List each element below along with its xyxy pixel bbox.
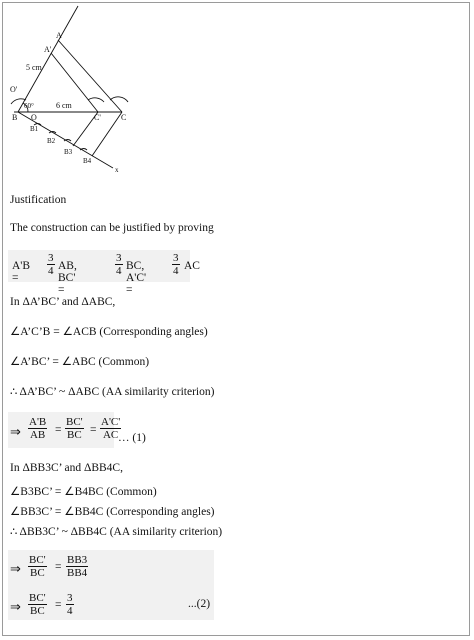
construction-figure (0, 0, 200, 174)
ratio-lhs: A'B = (12, 260, 31, 284)
ray-ba (18, 6, 78, 112)
similarity-line-1: ∴ ΔA’BC’ ~ ΔABC (AA similarity criterion) (10, 386, 215, 398)
equals-sign: = (55, 561, 62, 573)
label-Oprime: O' (10, 85, 18, 94)
label-B: B (12, 113, 18, 122)
ratio-part-3: AC (184, 260, 200, 272)
label-x: x (115, 166, 119, 174)
frac-ac: A'C' AC (101, 416, 121, 441)
frac-bcprime-bc-2: BC' BC (29, 592, 46, 617)
label-O: O (31, 113, 37, 122)
label-six-cm: 6 cm (56, 101, 72, 110)
ratio-frac-2: 3 4 (116, 252, 122, 277)
ratio-part-2: BC, A'C' = (126, 260, 147, 296)
label-B4: B4 (83, 157, 92, 165)
angle-common-line: ∠A’BC’ = ∠ABC (Common) (10, 356, 150, 368)
ratio-frac-1: 3 4 (48, 252, 54, 277)
implies-arrow: ⇒ (10, 599, 21, 614)
intro-text: The construction can be justified by proving (10, 222, 214, 234)
label-Aprime: A' (44, 45, 52, 54)
frac-ab: A'B AB (29, 416, 47, 441)
label-B3: B3 (64, 148, 73, 156)
equals-sign: = (55, 424, 62, 436)
frac-eq-3 (10, 590, 216, 622)
equals-sign: = (55, 599, 62, 611)
label-angle: 60° (24, 102, 34, 110)
triangles-line-2: In ΔBB3C’ and ΔBB4C, (10, 462, 123, 474)
equals-sign: = (90, 424, 97, 436)
frac-eq-2 (10, 552, 130, 584)
label-C: C (121, 113, 127, 122)
frac-eq-1 (10, 414, 190, 448)
b-corresponding-line: ∠BB3C’ = ∠BB4C (Corresponding angles) (10, 506, 215, 518)
label-B2: B2 (47, 137, 56, 145)
frac-three-quarters: 3 4 (67, 592, 73, 617)
ratio-part-1: AB, BC' = (58, 260, 77, 296)
label-B1: B1 (30, 125, 39, 133)
frac-bc: BC' BC (66, 416, 83, 441)
angle-corresponding-line: ∠A’C’B = ∠ACB (Corresponding angles) (10, 326, 208, 338)
frac-bb3-bb4: BB3 BB4 (67, 554, 88, 579)
equation-tag-1: … (1) (118, 432, 146, 444)
equation-tag-2: ...(2) (188, 598, 211, 610)
frac-bcprime-bc: BC' BC (29, 554, 46, 579)
heading: Justification (10, 194, 67, 206)
label-Cprime: C' (94, 113, 101, 122)
implies-arrow: ⇒ (10, 424, 21, 439)
implies-arrow: ⇒ (10, 561, 21, 576)
b-common-line: ∠B3BC’ = ∠B4BC (Common) (10, 486, 157, 498)
ratio-band (8, 250, 190, 282)
similarity-line-2: ∴ ΔBB3C’ ~ ΔBB4C (AA similarity criterion) (10, 526, 223, 538)
triangles-line-1: In ΔA’BC’ and ΔABC, (10, 296, 116, 308)
ratio-frac-3: 3 4 (173, 252, 179, 277)
label-A: A (56, 31, 62, 40)
label-five-cm: 5 cm (26, 63, 42, 72)
